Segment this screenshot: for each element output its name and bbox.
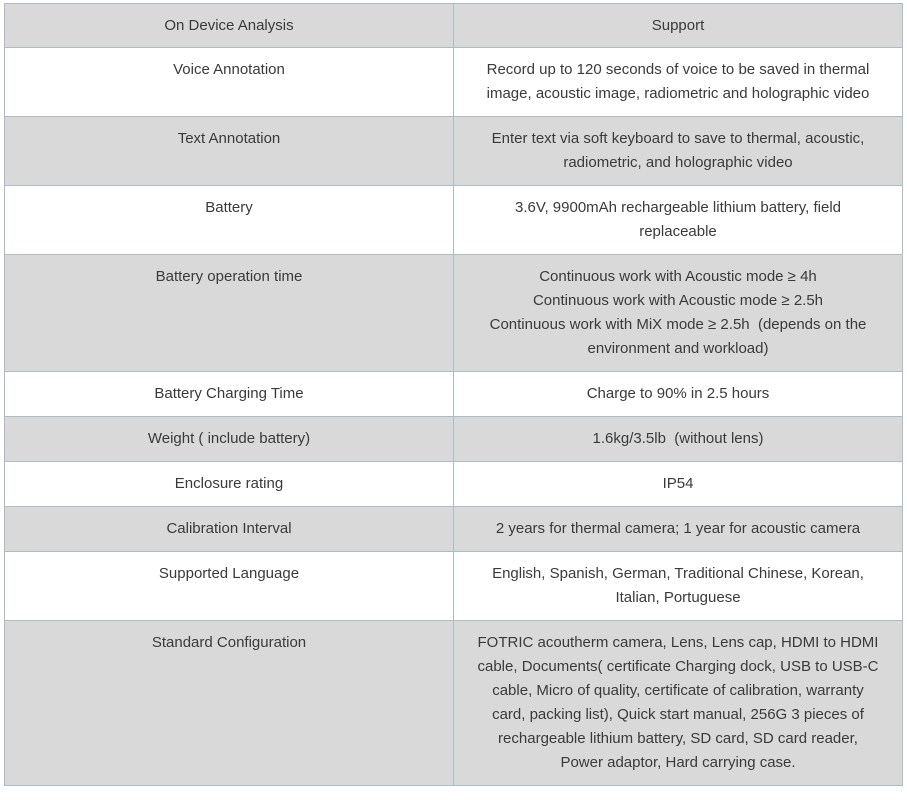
spec-value bbox=[462, 372, 894, 406]
spec-value-cell bbox=[454, 48, 903, 117]
spec-label: Supported Language bbox=[158, 565, 300, 582]
table-row bbox=[5, 117, 903, 186]
spec-value-cell bbox=[454, 255, 903, 372]
spec-value-line: cable, Micro of quality, certificate of calibration, warranty bbox=[492, 682, 864, 699]
spec-value-cell bbox=[454, 117, 903, 186]
spec-label-cell bbox=[5, 186, 454, 255]
spec-label: Voice Annotation bbox=[173, 61, 285, 78]
spec-value-cell bbox=[454, 186, 903, 255]
spec-value-line: cable, Documents( certificate Charging dock, USB to USB-C bbox=[477, 658, 879, 675]
table-row bbox=[5, 4, 903, 48]
spec-label-cell bbox=[5, 621, 454, 786]
spec-label: Battery operation time bbox=[155, 268, 303, 285]
spec-value bbox=[462, 552, 894, 610]
spec-value-line: Support bbox=[651, 17, 705, 34]
spec-value bbox=[462, 186, 894, 244]
spec-value bbox=[462, 117, 894, 175]
spec-label-cell bbox=[5, 462, 454, 507]
spec-value-line: 1.6kg/3.5lb (without lens) bbox=[592, 430, 764, 447]
table-row bbox=[5, 48, 903, 117]
spec-value-cell bbox=[454, 621, 903, 786]
spec-label-cell bbox=[5, 255, 454, 372]
spec-value-line: Italian, Portuguese bbox=[615, 589, 741, 606]
spec-value bbox=[462, 48, 894, 106]
spec-label: On Device Analysis bbox=[164, 17, 294, 34]
spec-value-line: Record up to 120 seconds of voice to be saved in thermal bbox=[486, 61, 870, 78]
spec-value-cell bbox=[454, 372, 903, 417]
spec-label-cell bbox=[5, 117, 454, 186]
spec-value-cell bbox=[454, 462, 903, 507]
spec-value-line: replaceable bbox=[639, 223, 717, 240]
spec-value bbox=[462, 462, 894, 496]
spec-value-line: 3.6V, 9900mAh rechargeable lithium battery, field bbox=[514, 199, 842, 216]
table-row bbox=[5, 621, 903, 786]
table-row bbox=[5, 417, 903, 462]
spec-value-line: Enter text via soft keyboard to save to thermal, acoustic, bbox=[491, 130, 865, 147]
spec-value-line: radiometric, and holographic video bbox=[563, 154, 793, 171]
spec-label-cell bbox=[5, 372, 454, 417]
table-row bbox=[5, 462, 903, 507]
table-row bbox=[5, 372, 903, 417]
spec-value-line: Continuous work with MiX mode ≥ 2.5h (depends on the bbox=[489, 316, 867, 333]
spec-label: Text Annotation bbox=[177, 130, 281, 147]
spec-label: Weight ( include battery) bbox=[147, 430, 311, 447]
spec-value-cell bbox=[454, 4, 903, 48]
spec-table bbox=[4, 3, 903, 786]
spec-value bbox=[462, 255, 894, 361]
spec-value-line: 2 years for thermal camera; 1 year for acoustic camera bbox=[495, 520, 861, 537]
spec-label-cell bbox=[5, 417, 454, 462]
table-row bbox=[5, 255, 903, 372]
spec-label: Battery Charging Time bbox=[154, 385, 304, 402]
spec-value-line: environment and workload) bbox=[587, 340, 769, 357]
spec-value bbox=[462, 621, 894, 775]
spec-value-line: Continuous work with Acoustic mode ≥ 2.5h bbox=[532, 292, 824, 309]
spec-value-cell bbox=[454, 417, 903, 462]
table-row bbox=[5, 507, 903, 552]
table-row bbox=[5, 186, 903, 255]
spec-table-body bbox=[5, 4, 903, 786]
spec-value bbox=[462, 417, 894, 451]
spec-value-cell bbox=[454, 552, 903, 621]
spec-label-cell bbox=[5, 4, 454, 48]
spec-value-line: image, acoustic image, radiometric and holographic video bbox=[486, 85, 870, 102]
spec-value-line: rechargeable lithium battery, SD card, SD card reader, bbox=[498, 730, 858, 747]
spec-label: Battery bbox=[205, 199, 253, 216]
spec-label: Calibration Interval bbox=[166, 520, 292, 537]
spec-label-cell bbox=[5, 48, 454, 117]
spec-label-cell bbox=[5, 552, 454, 621]
spec-value-line: Continuous work with Acoustic mode ≥ 4h bbox=[539, 268, 817, 285]
spec-label-cell bbox=[5, 507, 454, 552]
spec-label: Standard Configuration bbox=[151, 634, 307, 651]
spec-value-line: Charge to 90% in 2.5 hours bbox=[586, 385, 770, 402]
table-row bbox=[5, 552, 903, 621]
spec-value-line: FOTRIC acoutherm camera, Lens, Lens cap, HDMI to HDMI bbox=[477, 634, 879, 651]
spec-value bbox=[462, 4, 894, 38]
spec-value-line: card, packing list), Quick start manual, 256G 3 pieces of bbox=[492, 706, 864, 723]
spec-value-cell bbox=[454, 507, 903, 552]
spec-value-line: English, Spanish, German, Traditional Chinese, Korean, bbox=[492, 565, 864, 582]
spec-label: Enclosure rating bbox=[174, 475, 284, 492]
spec-value-line: IP54 bbox=[662, 475, 694, 492]
spec-value bbox=[462, 507, 894, 541]
spec-value-line: Power adaptor, Hard carrying case. bbox=[560, 754, 796, 771]
